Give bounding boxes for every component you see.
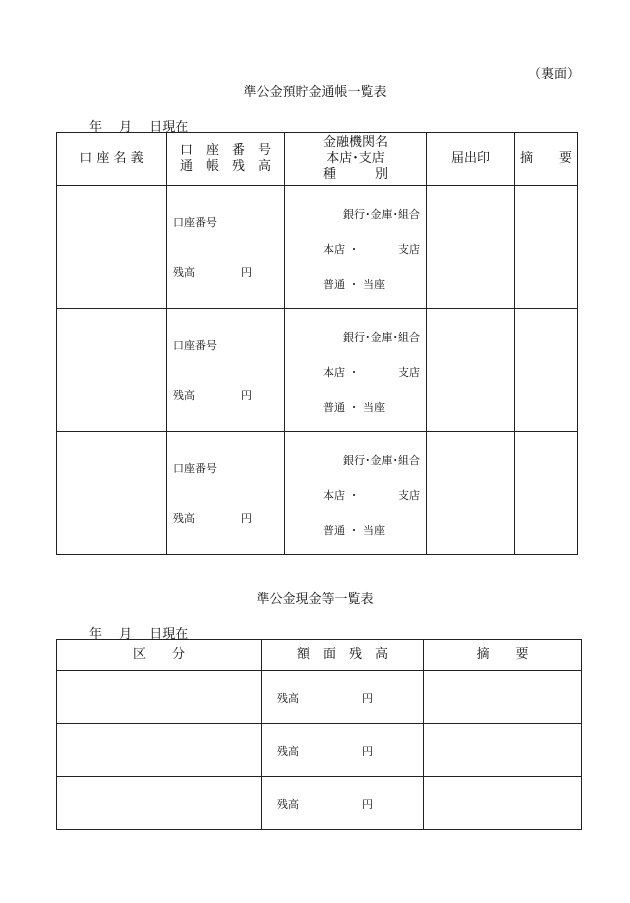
account-number-cell[interactable]	[167, 309, 285, 432]
institution-cell[interactable]	[285, 186, 427, 309]
account-kind-options: 普通 ・ 当座	[323, 524, 385, 537]
branch-main-label: 本店 ・	[323, 366, 360, 379]
header-cash-remarks	[424, 640, 582, 671]
account-number-cell[interactable]	[167, 186, 285, 309]
cash-table-title: 準公金現金等一覧表	[256, 592, 374, 607]
cash-yen-label: 円	[362, 745, 373, 758]
header-seal	[427, 133, 515, 186]
header-institution	[285, 133, 427, 186]
header-category	[57, 640, 262, 671]
header-cash-remarks-label: 摘 要	[476, 647, 529, 662]
header-institution-line2: 本店･支店	[326, 151, 385, 166]
balance-label: 残高	[173, 266, 195, 279]
bank-type-options: 銀行･金庫･組合	[343, 331, 420, 344]
bank-type-options: 銀行･金庫･組合	[343, 454, 420, 467]
cash-balance-label: 残高	[277, 745, 299, 758]
cash-table-header-row	[57, 640, 582, 671]
branch-sub-label: 支店	[398, 243, 420, 256]
account-no-label: 口座番号	[173, 462, 217, 475]
deposit-row	[57, 186, 578, 309]
branch-sub-label: 支店	[398, 366, 420, 379]
page-side-label: （裏面）	[528, 67, 581, 82]
cash-remarks-cell[interactable]	[424, 777, 582, 830]
category-cell[interactable]	[57, 724, 262, 777]
header-seal-label: 届出印	[450, 151, 490, 166]
header-account-number	[167, 133, 285, 186]
cash-row	[57, 777, 582, 830]
institution-cell[interactable]	[285, 309, 427, 432]
yen-label: 円	[241, 389, 252, 402]
cash-remarks-cell[interactable]	[424, 671, 582, 724]
cash-yen-label: 円	[362, 692, 373, 705]
header-institution-line3: 種 別	[322, 167, 388, 182]
account-kind-options: 普通 ・ 当座	[323, 401, 385, 414]
remarks-cell[interactable]	[515, 309, 578, 432]
header-institution-line1: 金融機関名	[322, 135, 388, 150]
deposit-table-header-row	[57, 133, 578, 186]
account-no-label: 口座番号	[173, 216, 217, 229]
deposit-table	[56, 132, 578, 555]
branch-sub-label: 支店	[398, 489, 420, 502]
cash-row	[57, 724, 582, 777]
cash-remarks-cell[interactable]	[424, 724, 582, 777]
header-account-name-label: 口 座 名 義	[79, 151, 144, 166]
remarks-cell[interactable]	[515, 186, 578, 309]
account-name-cell[interactable]	[57, 432, 167, 555]
account-no-label: 口座番号	[173, 339, 217, 352]
header-remarks-label: 摘 要	[519, 151, 572, 166]
balance-label: 残高	[173, 512, 195, 525]
cash-yen-label: 円	[362, 798, 373, 811]
cash-balance-label: 残高	[277, 798, 299, 811]
account-name-cell[interactable]	[57, 309, 167, 432]
seal-cell[interactable]	[427, 186, 515, 309]
account-kind-options: 普通 ・ 当座	[323, 278, 385, 291]
branch-main-label: 本店 ・	[323, 243, 360, 256]
header-face-balance-label: 額 面 残 高	[296, 647, 388, 662]
yen-label: 円	[241, 512, 252, 525]
remarks-cell[interactable]	[515, 432, 578, 555]
deposit-as-of-date: 年 月 日現在	[89, 120, 189, 135]
institution-cell[interactable]	[285, 432, 427, 555]
balance-label: 残高	[173, 389, 195, 402]
account-number-cell[interactable]	[167, 432, 285, 555]
face-balance-cell[interactable]	[262, 777, 424, 830]
yen-label: 円	[241, 266, 252, 279]
header-account-number-line1: 口 座 番 号	[179, 143, 271, 158]
face-balance-cell[interactable]	[262, 671, 424, 724]
cash-balance-label: 残高	[277, 692, 299, 705]
cash-row	[57, 671, 582, 724]
header-face-balance	[262, 640, 424, 671]
header-remarks	[515, 133, 578, 186]
cash-table	[56, 639, 582, 830]
seal-cell[interactable]	[427, 309, 515, 432]
face-balance-cell[interactable]	[262, 724, 424, 777]
branch-main-label: 本店 ・	[323, 489, 360, 502]
deposit-row	[57, 309, 578, 432]
category-cell[interactable]	[57, 671, 262, 724]
account-name-cell[interactable]	[57, 186, 167, 309]
header-category-label: 区 分	[132, 647, 185, 662]
header-account-number-line2: 通 帳 残 高	[179, 159, 271, 174]
deposit-table-title: 準公金預貯金通帳一覧表	[243, 85, 387, 100]
cash-as-of-date: 年 月 日現在	[89, 627, 189, 642]
deposit-row	[57, 432, 578, 555]
seal-cell[interactable]	[427, 432, 515, 555]
category-cell[interactable]	[57, 777, 262, 830]
bank-type-options: 銀行･金庫･組合	[343, 208, 420, 221]
header-account-name	[57, 133, 167, 186]
